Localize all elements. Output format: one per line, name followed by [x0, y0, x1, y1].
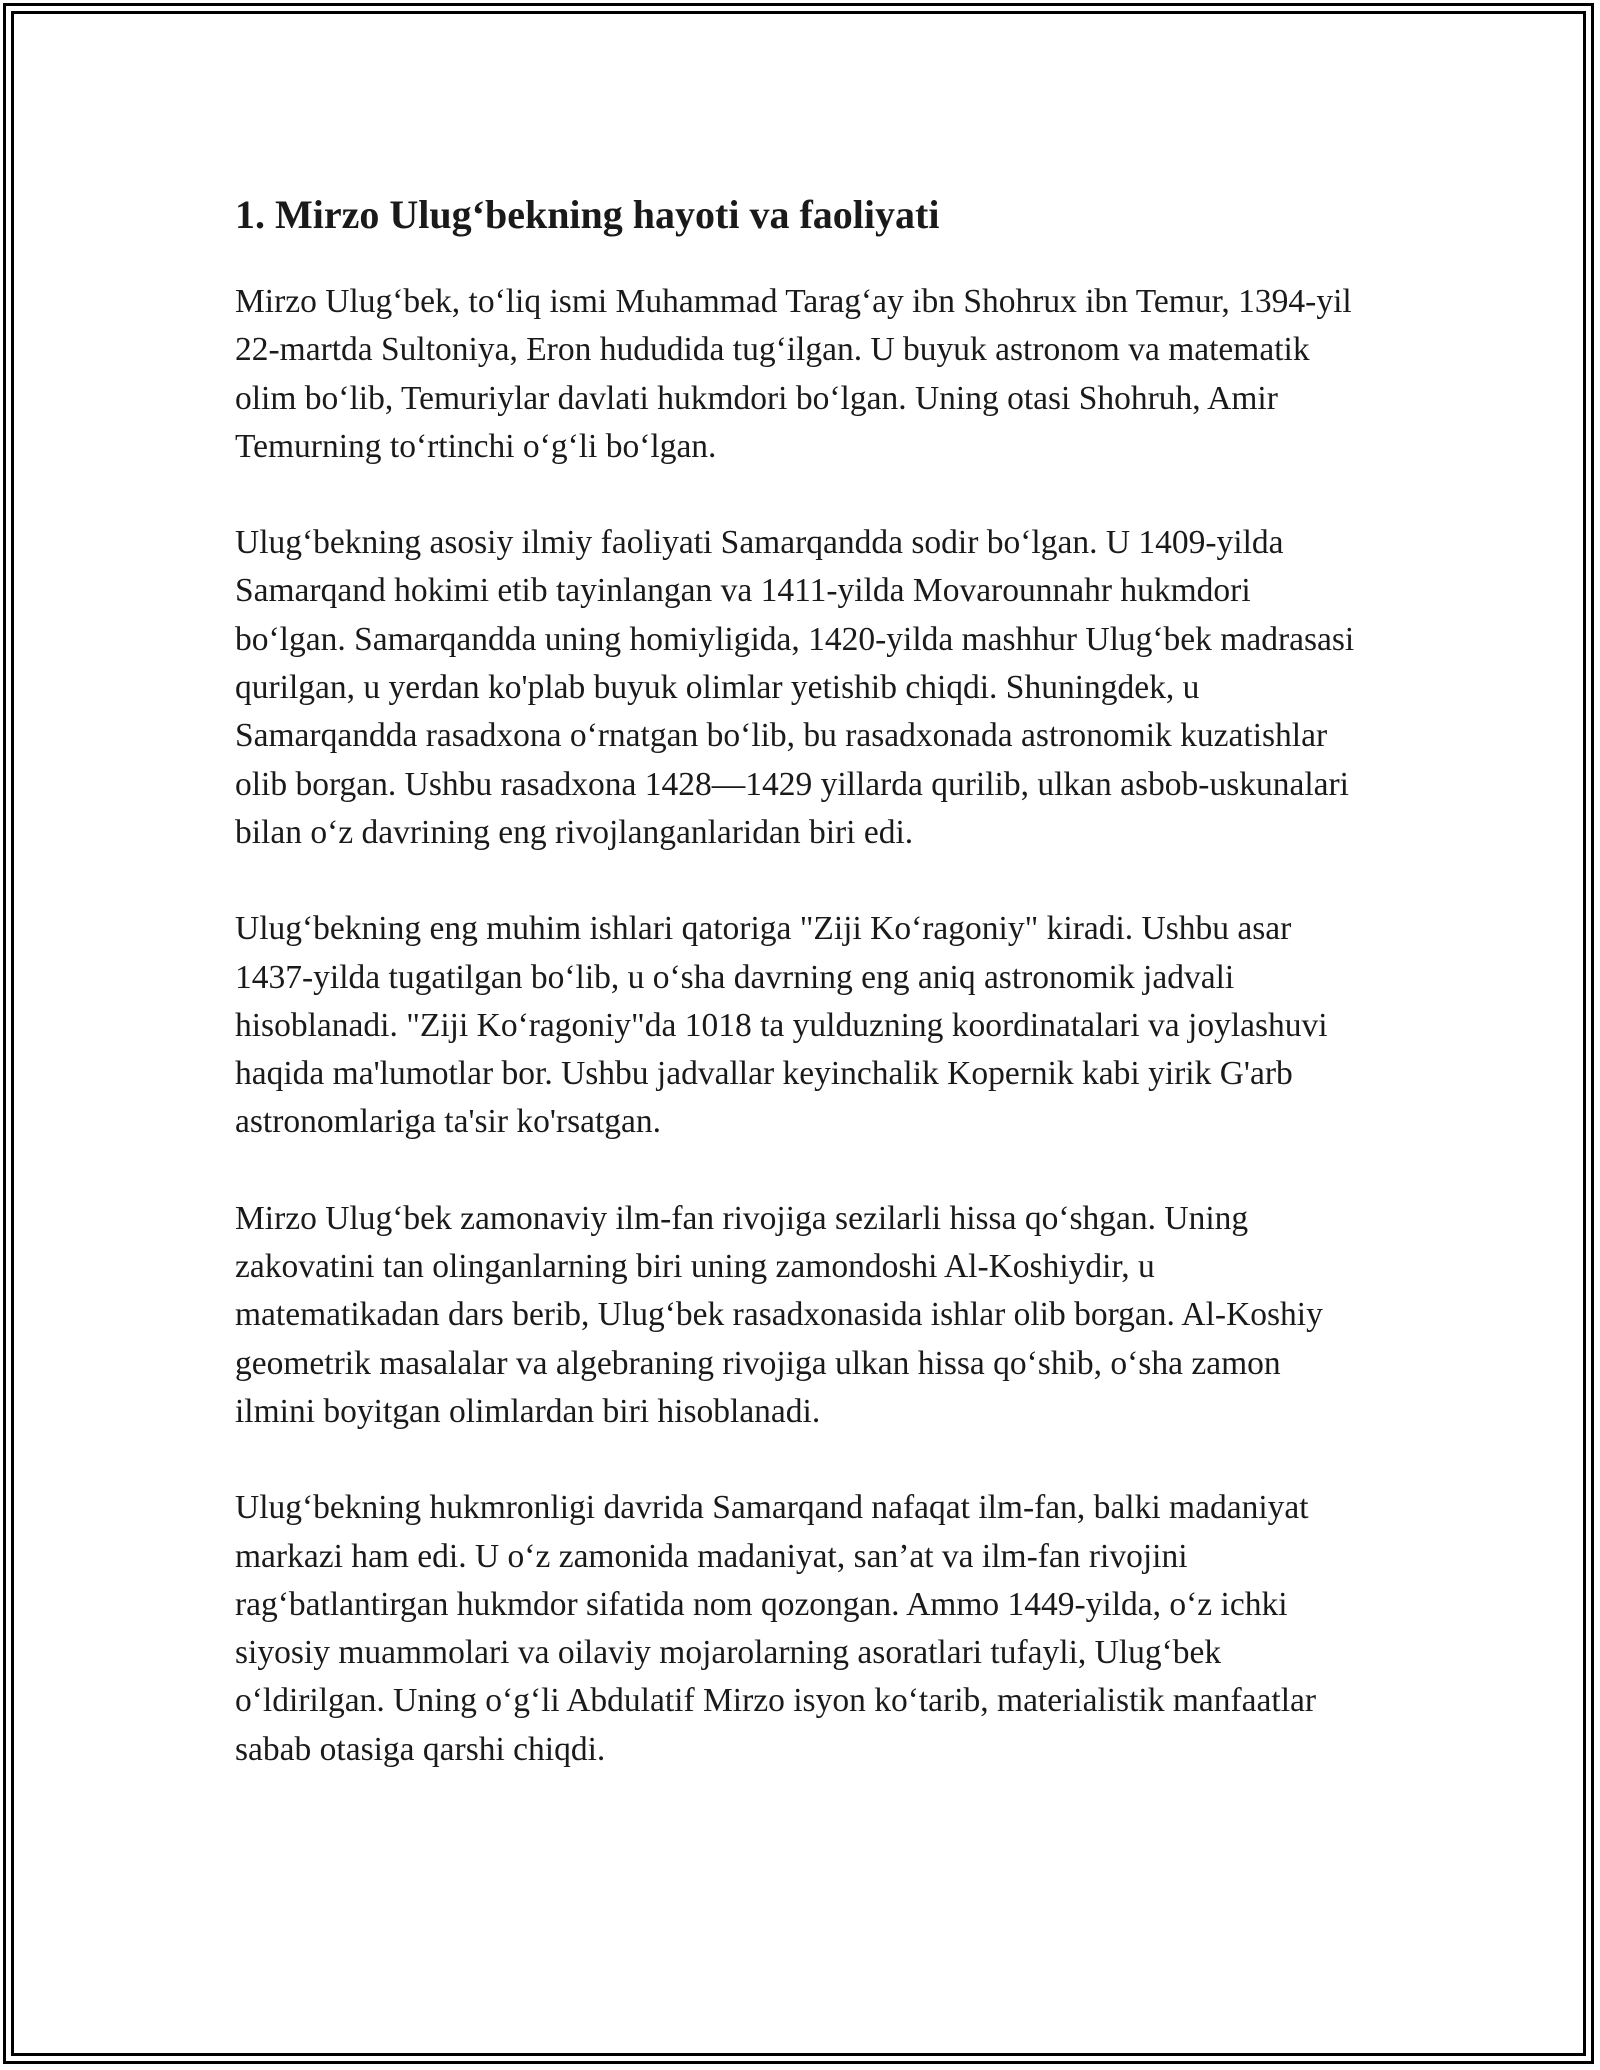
paragraph-biography: Mirzo Ulug‘bek, to‘liq ismi Muhammad Tarag‘ay ibn Shohrux ibn Temur, 1394-yil 22-martda Sultoniya, Eron hududida tug‘ilgan. U buyuk astronom va matematik olim bo‘lib, Temuriylar davlati hukmdori bo‘lgan. Uning otasi Shohruh, Amir Temurning to‘rtinchi o‘g‘li bo‘lgan.	[235, 283, 1352, 465]
paragraph-reign-and-death: Ulug‘bekning hukmronligi davrida Samarqand nafaqat ilm-fan, balki madaniyat markazi ham edi. U o‘z zamonida madaniyat, san’at va ilm-fan rivojini rag‘batlantirgan hukmdor sifatida nom qozongan. Ammo 1449-yilda, o‘z ichki siyosiy muammolari va oilaviy mojarolarning asoratlari tufayli, Ulug‘bek o‘ldirilgan. Uning o‘g‘li Abdulatif Mirzo isyon ko‘tarib, materialistik manfaatlar sabab otasiga qarshi chiqdi.	[235, 1489, 1317, 1768]
paragraph-samarkand-activity: Ulug‘bekning asosiy ilmiy faoliyati Samarqandda sodir bo‘lgan. U 1409-yilda Samarqand hokimi etib tayinlangan va 1411-yilda Movarounnahr hukmdori bo‘lgan. Samarqandda uning homiyligida, 1420-yilda mashhur Ulug‘bek madrasasi qurilgan, u yerdan ko'plab buyuk olimlar yetishib chiqdi. Shuningdek, u Samarqandda rasadxona o‘rnatgan bo‘lib, bu rasadxonada astronomik kuzatishlar olib borgan. Ushbu rasadxona 1428—1429 yillarda qurilib, ulkan asbob-uskunalari bilan o‘z davrining eng rivojlanganlaridan biri edi.	[235, 524, 1355, 851]
section-heading: 1. Mirzo Ulug‘bekning hayoti va faoliyati	[235, 192, 940, 237]
paragraph-al-koshiy: Mirzo Ulug‘bek zamonaviy ilm-fan rivojiga sezilarli hissa qo‘shgan. Uning zakovatini tan olinganlarning biri uning zamondoshi Al-Koshiydir, u matematikadan dars berib, Ulug‘bek rasadxonasida ishlar olib borgan. Al-Koshiy geometrik masalalar va algebraning rivojiga ulkan hissa qo‘shib, o‘sha zamon ilmini boyitgan olimlardan biri hisoblanadi.	[235, 1199, 1323, 1430]
paragraph-ziji-koragoniy: Ulug‘bekning eng muhim ishlari qatoriga "Ziji Ko‘ragoniy" kiradi. Ushbu asar 1437-yilda tugatilgan bo‘lib, u o‘sha davrning eng aniq astronomik jadvali hisoblanadi. "Ziji Ko‘ragoniy"da 1018 ta yulduzning koordinatalari va joylashuvi haqida ma'lumotlar bor. Ushbu jadvallar keyinchalik Kopernik kabi yirik G'arb astronomlariga ta'sir ko'rsatgan.	[235, 910, 1328, 1141]
document-body	[235, 182, 1365, 1822]
